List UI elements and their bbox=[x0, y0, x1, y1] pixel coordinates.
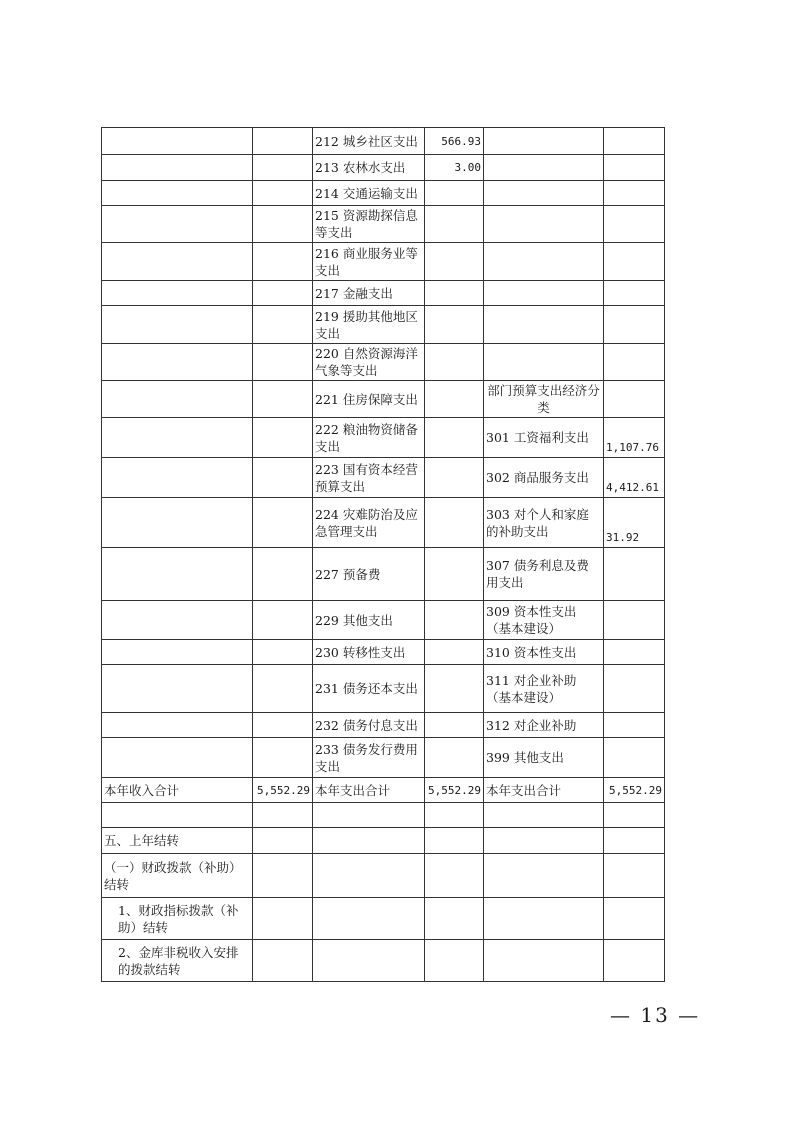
cell-income-amount bbox=[253, 128, 313, 155]
cell-income-item bbox=[102, 155, 253, 181]
cell-expense-economic-amount: 1,107.76 bbox=[604, 418, 665, 458]
cell-expense-function: 227 预备费 bbox=[313, 548, 425, 601]
table-row bbox=[102, 155, 665, 181]
cell-expense-function-amount bbox=[425, 243, 484, 281]
cell-expense-function: 216 商业服务业等支出 bbox=[313, 243, 425, 281]
cell-expense-economic-amount bbox=[604, 640, 665, 665]
cell-expense-function bbox=[313, 828, 425, 854]
cell-expense-function: 224 灾难防治及应急管理支出 bbox=[313, 498, 425, 548]
cell-income-amount bbox=[253, 243, 313, 281]
table-row bbox=[102, 548, 665, 601]
cell-expense-economic: 302 商品服务支出 bbox=[484, 458, 604, 498]
cell-expense-function-amount bbox=[425, 828, 484, 854]
cell-expense-function bbox=[313, 854, 425, 898]
cell-income-item bbox=[102, 601, 253, 640]
cell-expense-function-amount bbox=[425, 458, 484, 498]
cell-income-amount bbox=[253, 601, 313, 640]
cell-income-amount bbox=[253, 640, 313, 665]
table-row bbox=[102, 128, 665, 155]
income-total-label: 本年收入合计 bbox=[102, 778, 253, 803]
cell-income-item bbox=[102, 803, 253, 828]
cell-expense-economic-amount bbox=[604, 128, 665, 155]
cell-income-amount bbox=[253, 828, 313, 854]
cell-expense-function-amount bbox=[425, 713, 484, 738]
budget-table bbox=[101, 127, 665, 982]
expense-total-amount: 5,552.29 bbox=[425, 778, 484, 803]
cell-expense-economic-amount bbox=[604, 206, 665, 243]
cell-expense-function-amount bbox=[425, 738, 484, 778]
cell-income-amount bbox=[253, 713, 313, 738]
expense-economic-total-label: 本年支出合计 bbox=[484, 778, 604, 803]
cell-expense-function-amount bbox=[425, 640, 484, 665]
table-row bbox=[102, 601, 665, 640]
cell-expense-function: 221 住房保障支出 bbox=[313, 381, 425, 418]
table-row bbox=[102, 665, 665, 713]
cell-expense-economic bbox=[484, 128, 604, 155]
cell-income-amount bbox=[253, 418, 313, 458]
table-row bbox=[102, 306, 665, 344]
cell-income-item bbox=[102, 418, 253, 458]
cell-income-amount bbox=[253, 498, 313, 548]
cell-expense-economic-amount bbox=[604, 306, 665, 344]
cell-income-amount bbox=[253, 458, 313, 498]
cell-income-item: （一）财政拨款（补助）结转 bbox=[102, 854, 253, 898]
cell-expense-economic-amount bbox=[604, 548, 665, 601]
cell-expense-function: 233 债务发行费用支出 bbox=[313, 738, 425, 778]
cell-income-amount bbox=[253, 738, 313, 778]
cell-expense-economic-amount bbox=[604, 665, 665, 713]
table-row bbox=[102, 738, 665, 778]
cell-expense-economic: 301 工资福利支出 bbox=[484, 418, 604, 458]
cell-expense-function: 222 粮油物资储备支出 bbox=[313, 418, 425, 458]
cell-income-amount bbox=[253, 548, 313, 601]
cell-expense-function-amount bbox=[425, 206, 484, 243]
cell-expense-function-amount bbox=[425, 898, 484, 940]
cell-expense-function-amount: 3.00 bbox=[425, 155, 484, 181]
cell-expense-economic bbox=[484, 803, 604, 828]
cell-expense-economic bbox=[484, 281, 604, 306]
cell-expense-economic-amount: 4,412.61 bbox=[604, 458, 665, 498]
cell-expense-economic-amount bbox=[604, 713, 665, 738]
cell-income-item bbox=[102, 344, 253, 381]
cell-income-item bbox=[102, 206, 253, 243]
cell-income-amount bbox=[253, 344, 313, 381]
cell-income-amount bbox=[253, 665, 313, 713]
table-row bbox=[102, 498, 665, 548]
cell-expense-function: 214 交通运输支出 bbox=[313, 181, 425, 206]
cell-income-item bbox=[102, 713, 253, 738]
cell-income-amount bbox=[253, 803, 313, 828]
cell-expense-economic-amount bbox=[604, 898, 665, 940]
cell-income-item bbox=[102, 243, 253, 281]
cell-expense-function bbox=[313, 803, 425, 828]
cell-expense-function: 213 农林水支出 bbox=[313, 155, 425, 181]
cell-expense-economic bbox=[484, 940, 604, 982]
table-row bbox=[102, 828, 665, 854]
cell-income-item bbox=[102, 665, 253, 713]
cell-income-item bbox=[102, 181, 253, 206]
cell-income-item bbox=[102, 498, 253, 548]
section-heading-prior-year-carryover: 五、上年结转 bbox=[102, 828, 253, 854]
cell-income-amount bbox=[253, 206, 313, 243]
table-row bbox=[102, 940, 665, 982]
cell-expense-function bbox=[313, 940, 425, 982]
cell-expense-function bbox=[313, 898, 425, 940]
cell-income-amount bbox=[253, 306, 313, 344]
cell-expense-economic-amount bbox=[604, 940, 665, 982]
cell-expense-function: 232 债务付息支出 bbox=[313, 713, 425, 738]
table-row bbox=[102, 640, 665, 665]
cell-expense-function-amount: 566.93 bbox=[425, 128, 484, 155]
cell-expense-function: 219 援助其他地区支出 bbox=[313, 306, 425, 344]
table-row bbox=[102, 206, 665, 243]
cell-expense-economic: 312 对企业补助 bbox=[484, 713, 604, 738]
cell-expense-function-amount bbox=[425, 281, 484, 306]
table-row bbox=[102, 458, 665, 498]
cell-expense-function: 215 资源勘探信息等支出 bbox=[313, 206, 425, 243]
cell-expense-economic bbox=[484, 181, 604, 206]
cell-expense-economic bbox=[484, 155, 604, 181]
cell-expense-economic-amount bbox=[604, 155, 665, 181]
cell-expense-function-amount bbox=[425, 381, 484, 418]
cell-expense-function-amount bbox=[425, 498, 484, 548]
cell-expense-economic bbox=[484, 828, 604, 854]
cell-expense-economic-amount bbox=[604, 181, 665, 206]
cell-expense-function: 217 金融支出 bbox=[313, 281, 425, 306]
cell-expense-economic-amount bbox=[604, 854, 665, 898]
cell-expense-economic: 309 资本性支出（基本建设） bbox=[484, 601, 604, 640]
income-total-amount: 5,552.29 bbox=[253, 778, 313, 803]
table-row bbox=[102, 898, 665, 940]
cell-expense-economic-amount bbox=[604, 381, 665, 418]
cell-expense-economic: 307 债务利息及费用支出 bbox=[484, 548, 604, 601]
cell-income-item bbox=[102, 548, 253, 601]
cell-income-item bbox=[102, 381, 253, 418]
cell-expense-economic bbox=[484, 243, 604, 281]
table-row bbox=[102, 344, 665, 381]
cell-expense-function-amount bbox=[425, 601, 484, 640]
section-heading-economic-classification: 部门预算支出经济分类 bbox=[484, 381, 604, 418]
table-row bbox=[102, 181, 665, 206]
cell-expense-function: 231 债务还本支出 bbox=[313, 665, 425, 713]
table-row bbox=[102, 243, 665, 281]
cell-expense-function: 220 自然资源海洋气象等支出 bbox=[313, 344, 425, 381]
cell-expense-function-amount bbox=[425, 306, 484, 344]
expense-economic-total-amount: 5,552.29 bbox=[604, 778, 665, 803]
cell-expense-economic bbox=[484, 898, 604, 940]
cell-income-item bbox=[102, 640, 253, 665]
cell-expense-function: 230 转移性支出 bbox=[313, 640, 425, 665]
cell-expense-economic-amount bbox=[604, 828, 665, 854]
cell-expense-economic: 399 其他支出 bbox=[484, 738, 604, 778]
cell-income-amount bbox=[253, 181, 313, 206]
cell-expense-economic bbox=[484, 854, 604, 898]
cell-expense-function-amount bbox=[425, 940, 484, 982]
cell-income-amount bbox=[253, 381, 313, 418]
cell-expense-economic: 311 对企业补助（基本建设） bbox=[484, 665, 604, 713]
cell-expense-economic-amount: 31.92 bbox=[604, 498, 665, 548]
cell-expense-function: 229 其他支出 bbox=[313, 601, 425, 640]
cell-expense-function-amount bbox=[425, 548, 484, 601]
cell-expense-function-amount bbox=[425, 181, 484, 206]
cell-expense-economic-amount bbox=[604, 344, 665, 381]
cell-expense-function: 223 国有资本经营预算支出 bbox=[313, 458, 425, 498]
totals-row bbox=[102, 778, 665, 803]
cell-income-amount bbox=[253, 940, 313, 982]
page-number: — 13 — bbox=[610, 1003, 701, 1027]
cell-expense-function-amount bbox=[425, 344, 484, 381]
cell-income-item bbox=[102, 738, 253, 778]
cell-expense-economic-amount bbox=[604, 601, 665, 640]
cell-income-item bbox=[102, 306, 253, 344]
expense-total-label: 本年支出合计 bbox=[313, 778, 425, 803]
table-row bbox=[102, 381, 665, 418]
cell-expense-economic-amount bbox=[604, 803, 665, 828]
table-row bbox=[102, 281, 665, 306]
table-row bbox=[102, 803, 665, 828]
cell-expense-economic-amount bbox=[604, 243, 665, 281]
cell-expense-economic bbox=[484, 344, 604, 381]
cell-expense-economic bbox=[484, 206, 604, 243]
cell-expense-function-amount bbox=[425, 803, 484, 828]
table-row bbox=[102, 418, 665, 458]
cell-expense-economic: 310 资本性支出 bbox=[484, 640, 604, 665]
cell-expense-economic-amount bbox=[604, 281, 665, 306]
cell-expense-function-amount bbox=[425, 665, 484, 713]
table-row bbox=[102, 854, 665, 898]
cell-expense-economic bbox=[484, 306, 604, 344]
cell-income-amount bbox=[253, 898, 313, 940]
cell-income-amount bbox=[253, 854, 313, 898]
table-row bbox=[102, 713, 665, 738]
cell-expense-function: 212 城乡社区支出 bbox=[313, 128, 425, 155]
cell-income-item: 2、金库非税收入安排的拨款结转 bbox=[102, 940, 253, 982]
cell-income-item bbox=[102, 281, 253, 306]
cell-expense-economic-amount bbox=[604, 738, 665, 778]
cell-income-item: 1、财政指标拨款（补助）结转 bbox=[102, 898, 253, 940]
cell-expense-economic: 303 对个人和家庭的补助支出 bbox=[484, 498, 604, 548]
cell-income-amount bbox=[253, 281, 313, 306]
cell-expense-function-amount bbox=[425, 854, 484, 898]
cell-expense-function-amount bbox=[425, 418, 484, 458]
cell-income-item bbox=[102, 458, 253, 498]
cell-income-amount bbox=[253, 155, 313, 181]
cell-income-item bbox=[102, 128, 253, 155]
